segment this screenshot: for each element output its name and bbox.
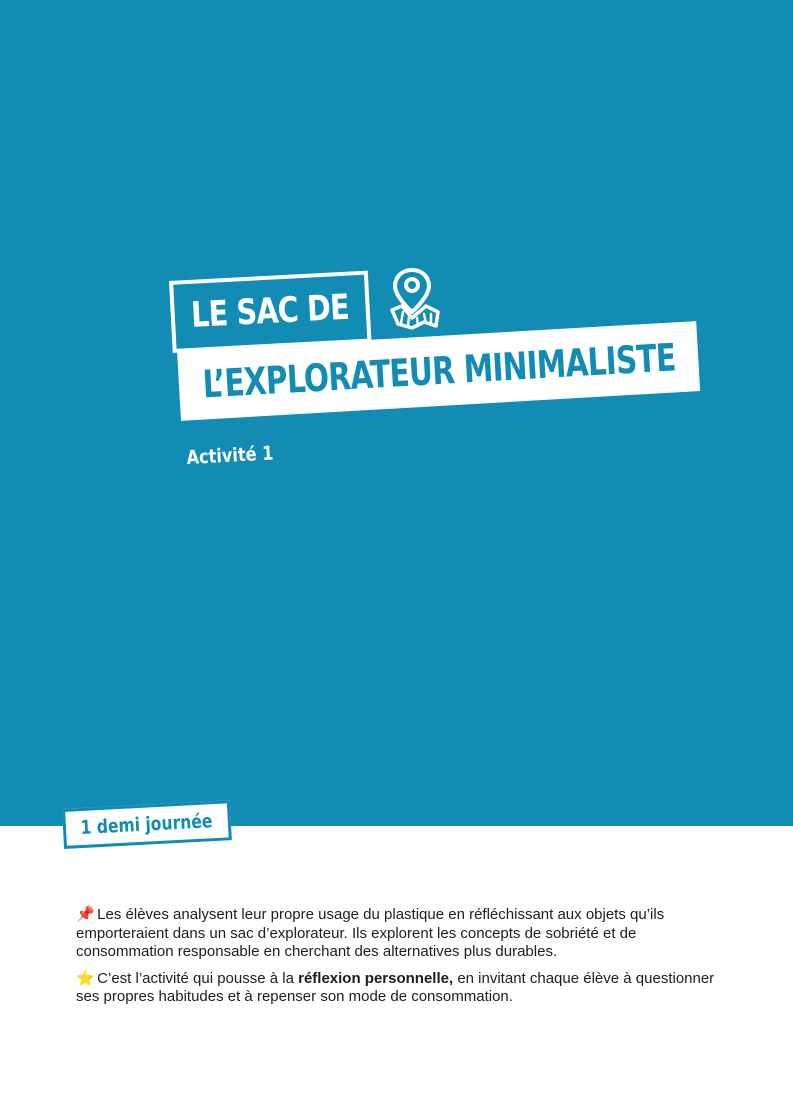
title-line-2-text: L’EXPLORATEUR MINIMALISTE [201,335,677,407]
paragraph-2-text-before: C’est l’activité qui pousse à la [97,969,299,987]
title-line-1-text: LE SAC DE [190,287,351,336]
duration-label: 1 demi journée [80,810,214,840]
map-pin-icon [386,266,444,332]
paragraph-1-text: Les élèves analysent leur propre usage du plastique en réfléchissant aux objets qu’ils emporteraient dans un sac d’explorateur. Ils explorent les concepts de sobriété et de consommation responsable en cherchant des alternatives plus durables. [76,906,665,960]
paragraph-2-text-after: en invitant chaque élève à questionner ses propres habitudes et à repenser son mode de consommation. [76,969,715,1005]
pushpin-icon: 📌 [76,906,95,923]
paragraph-2-emphasis: réflexion personnelle, [298,969,454,987]
description-paragraph-2 [76,970,716,1007]
description [76,906,716,1015]
description-paragraph-1 [76,906,716,962]
duration-badge [62,800,232,849]
star-icon: ⭐ [76,969,95,987]
activity-label: Activité 1 [186,442,274,469]
